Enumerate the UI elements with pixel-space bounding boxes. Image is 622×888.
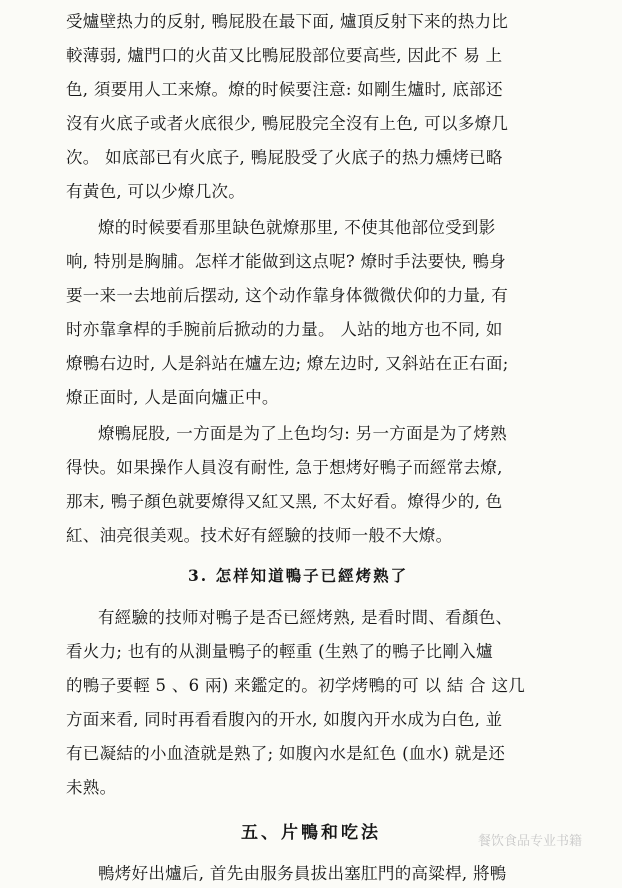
para1-line-1: 受爐壁热力的反射, 鴨屁股在最下面, 爐頂反射下来的热力比 <box>66 12 509 31</box>
para3-line-4: 紅、油亮很美观。技术好有經驗的技师一般不大燎。 <box>66 526 453 545</box>
para1-line-4: 沒有火底子或者火底很少, 鴨屁股完全沒有上色, 可以多燎几 <box>66 114 509 133</box>
para4-line-4: 方面来看, 同时再看看腹內的开水, 如腹內开水成为白色, 並 <box>66 710 503 729</box>
para1-line-2: 較薄弱, 爐門口的火苗又比鴨屁股部位要高些, 因此不 易 上 <box>66 46 503 65</box>
para2-line-5: 燎鴨右边时, 人是斜站在爐左边; 燎左边时, 又斜站在正右面; <box>66 354 509 373</box>
para2-line-1: 燎的时候要看那里缺色就燎那里, 不使其他部位受到影 <box>98 218 496 237</box>
para3-line-2: 得快。如果操作人員沒有耐性, 急于想烤好鴨子而經常去燎, <box>66 458 503 477</box>
subheading-3: 3. 怎样知道鴨子已經烤熟了 <box>188 566 409 585</box>
para4-line-3: 的鴨子要輕 5 、6 兩) 来鑑定的。初学烤鴨的可 以 結 合 这几 <box>66 676 526 695</box>
para2-line-4: 时亦靠拿桿的手腕前后掀动的力量。 人站的地方也不同, 如 <box>66 320 503 339</box>
para2-line-2: 响, 特別是胸脯。怎样才能做到这点呢? 燎时手法要快, 鴨身 <box>66 252 507 271</box>
para4-line-5: 有已凝結的小血渣就是熟了; 如腹內水是紅色 (血水) 就是还 <box>66 744 506 763</box>
para3-line-1: 燎鴨屁股, 一方面是为了上色均匀: 另一方面是为了烤熟 <box>98 424 507 443</box>
para1-line-3: 色, 須要用人工来燎。燎的时候要注意: 如剛生爐时, 底部还 <box>66 80 503 99</box>
para2-line-6: 燎正面时, 人是面向爐正中。 <box>66 388 279 407</box>
para3-line-3: 那末, 鴨子顏色就要燎得又紅又黑, 不太好看。燎得少的, 色 <box>66 492 503 511</box>
para5-line-1: 鴨烤好出爐后, 首先由服务員拔出塞肛門的高粱桿, 將鴨 <box>98 864 507 883</box>
watermark: 餐饮食品专业书籍 <box>477 834 582 849</box>
section-5-title: 五、片鴨和吃法 <box>241 823 381 843</box>
para4-line-2: 看火力; 也有的从測量鴨子的輕重 (生熟了的鴨子比剛入爐 <box>66 642 493 661</box>
para4-line-1: 有經驗的技师对鴨子是否已經烤熟, 是看时間、看顏色、 <box>98 608 513 627</box>
para1-line-6: 有黃色, 可以少燎几次。 <box>66 182 246 201</box>
para1-line-5: 次。 如底部已有火底子, 鴨屁股受了火底子的热力燻烤已略 <box>66 148 503 167</box>
para2-line-3: 要一来一去地前后摆动, 这个动作靠身体微微伏仰的力量, 有 <box>66 286 509 305</box>
para4-line-6: 未熟。 <box>66 778 117 797</box>
